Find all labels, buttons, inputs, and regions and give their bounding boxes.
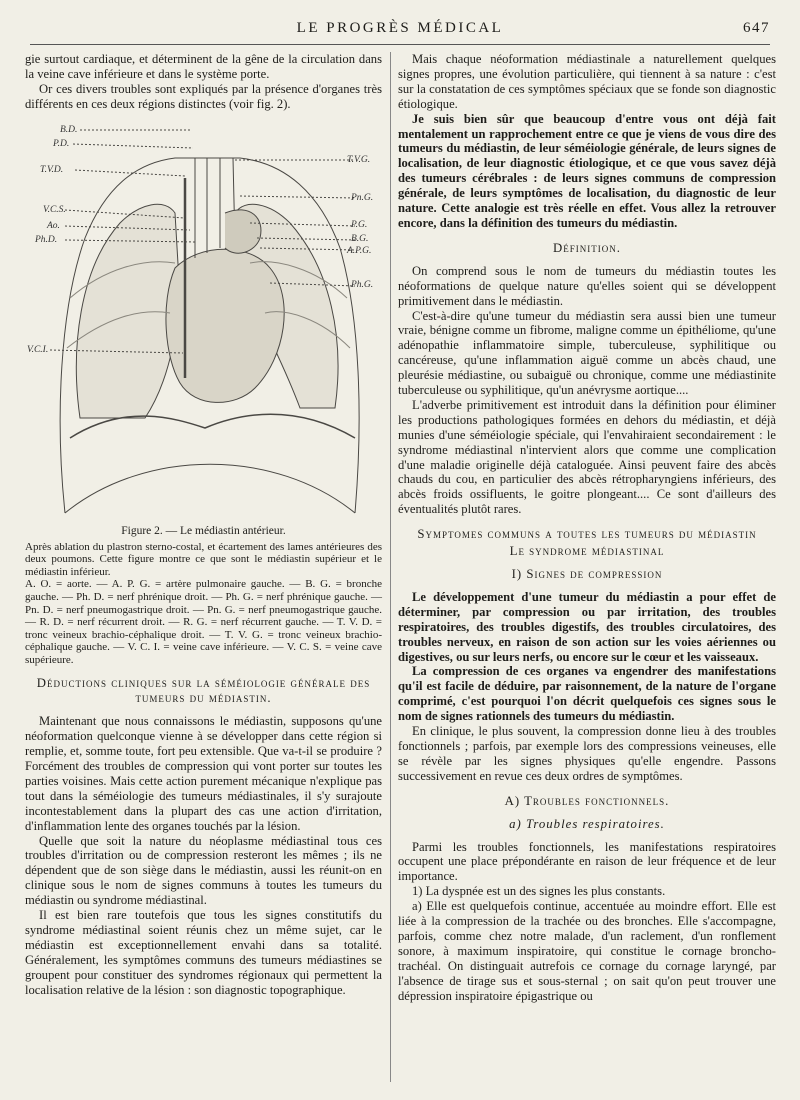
figure-label: P.G. bbox=[351, 219, 368, 230]
column-rule bbox=[390, 52, 391, 1082]
figure-caption: Figure 2. — Le médiastin antérieur. bbox=[121, 524, 286, 537]
figure-legend: A. O. = aorte. — A. P. G. = artère pulmonaire gauche. — B. G. = bronche gauche. — Ph. D. = nerf phrénique droit. — Ph. G. = nerf phrénique gauche. — Pn. D. = nerf pneumogastrique droit. — Pn. G. = nerf pneumogastrique gauche. — R. D. = nerf récurrent droit. — R. G. = nerf récurrent gauche. — T. V. D. = tronc veineux brachio-céphalique droit. — T. V. G. = tronc veineux brachio-céphalique gauche. — V. C. I. = veine cave inférieure. — V. C. S. = veine cave supérieure. bbox=[25, 578, 382, 666]
left-paragraph-4: Quelle que soit la nature du néoplasme médiastinal tous ces troubles d'irritation ou de compression resteront les mêmes ; ils ne dépendent que de son siège dans le médiastin, aussi les réunit-on en clinique sous le nom de signes communs à toutes les tumeurs du médiastin ou syndrome médiastinal. bbox=[25, 833, 382, 908]
right-column bbox=[398, 52, 776, 1003]
right-paragraph-8: En clinique, le plus souvent, la compression donne lieu à des troubles fonctionnels ; parfois, par exemple lors des compressions veineuses, elle se révèle par les signes physiques qu'elle engendre. Passons successivement en revue ces deux ordres de symptômes. bbox=[398, 724, 776, 783]
left-paragraph-3: Maintenant que nous connaissons le médiastin, supposons qu'une néoformation quelconque vienne à se développer dans cette région si remplie, et, somme toute, fort peu extensible. Que va-t-il se produire ? Forcément des troubles de compression qui vont porter sur toutes les parties voisines. Mais cette action purement mécanique n'explique pas tout dans la séméiologie des tumeurs médiastinales, il s'y surajoute incontestablement dans la plupart des cas une action d'irritation, d'inflammation lente des organes touchés par la lésion. bbox=[25, 714, 382, 833]
figure-label: P.D. bbox=[53, 138, 70, 149]
right-paragraph-1: Mais chaque néoformation médiastinale a naturellement quelques signes propres, une évolution particulière, qui tiennent à sa nature : c'est sur la constatation de ces symptômes spéciaux que se fonde son diagnostic étiologique. bbox=[398, 52, 776, 111]
right-paragraph-5: L'adverbe primitivement est introduit dans la définition pour éliminer les productions pathologiques formées en dehors du médiastin, et déjà munies d'une séméiologie spéciale, qui l'envahiraient secondairement : le syndrome médiastinal n'intervient alors que comme une complication d'une maladie originelle déjà cataloguée. Ainsi peuvent faire des abcès chauds du cou, en particulier des abcès rétropharyngiens inférieurs, des abcès froids ossifluents, le goitre plongeant.... Ce sont d'ailleurs des éventualités plutôt rares. bbox=[398, 397, 776, 517]
section-heading-compression: I) Signes de compression bbox=[511, 567, 663, 581]
figure-label: Pn.G. bbox=[351, 192, 374, 203]
right-paragraph-9: Parmi les troubles fonctionnels, les manifestations respiratoires occupent une place prépondérante en raison de leur fréquence et de leur importance. bbox=[398, 839, 776, 884]
journal-title: LE PROGRÈS MÉDICAL bbox=[296, 20, 504, 36]
section-heading-syndrome: Le syndrome médiastinal bbox=[509, 544, 665, 559]
section-heading-troubles-fonctionnels: A) Troubles fonctionnels. bbox=[504, 793, 670, 808]
figure-label: Ao. bbox=[47, 220, 60, 231]
right-paragraph-7: La compression de ces organes va engendrer des manifestations qu'il est facile de déduire, par raisonnement, de la nature de l'organe comprimé, c'est pourquoi l'on décrit quelquefois ces signes sous le nom de signes rationnels des tumeurs du médiastin. bbox=[398, 664, 776, 724]
figure-label: Ph.D. bbox=[35, 234, 58, 245]
left-column bbox=[25, 52, 382, 998]
figure-label: Ph.G. bbox=[351, 279, 374, 290]
running-header bbox=[30, 14, 770, 45]
figure-label: T.V.G. bbox=[347, 154, 371, 165]
figure-label: A.P.G. bbox=[347, 245, 372, 256]
figure-mediastin-anterieur bbox=[25, 118, 382, 520]
figure-caption-text: Après ablation du plastron sterno-costal, et écartement des lames antérieures des deux poumons. Cette figure montre ce que sont le médiastin supérieur et le médiastin inférieur. bbox=[25, 540, 382, 578]
figure-label: V.C.I. bbox=[27, 344, 49, 355]
figure-label: T.V.D. bbox=[40, 164, 64, 175]
left-paragraph-5: Il est bien rare toutefois que tous les signes constitutifs du syndrome médiastinal soient réunis chez un même sujet, car le médiastin est exceptionnellement envahi dans sa totalité. Généralement, les symptômes communs des tumeurs médiastines se groupent pour constituer des syndromes régionaux qui permettent la localisation relative de la lésion : son diagnostic topographique. bbox=[25, 908, 382, 997]
figure-label: V.C.S. bbox=[43, 204, 66, 215]
right-paragraph-11: a) Elle est quelquefois continue, accentuée au moindre effort. Elle est liée à la compression de la trachée ou des bronches. Elle s'accompagne, parfois, comme chez notre malade, d'un raclement, d'un ronflement sonore, à maximum inspiratoire, qui constitue le cornage broncho-trachéal. On distinguait autrefois ce cornage du cornage laryngé, par l'absence de tirage sus et sous-sternal ; on sait qu'on peut trouver une dépression inspiratoire épigastrique ou bbox=[398, 899, 776, 1003]
section-heading-deductions: Déductions cliniques sur la séméiologie générale des tumeurs du médiastin. bbox=[36, 676, 371, 706]
right-paragraph-10: 1) La dyspnée est un des signes les plus constants. bbox=[412, 884, 666, 899]
figure-label: B.D. bbox=[60, 124, 78, 135]
left-paragraph-2: Or ces divers troubles sont expliqués par la présence d'organes très différents en ces deux régions distinctes (voir fig. 2). bbox=[25, 81, 382, 111]
left-paragraph-1: gie surtout cardiaque, et déterminent de la gêne de la circulation dans la veine cave inférieure et dans le système porte. bbox=[25, 52, 382, 81]
right-paragraph-2: Je suis bien sûr que beaucoup d'entre vous ont déjà fait mentalement un rapprochement entre ce que je viens de vous dire des tumeurs du médiastin, de leur séméiologie générale, de leurs signes de localisation, de leur diagnostic étiologique, et ce que vous savez déjà des tumeurs cérébrales : de leurs signes communs de compression générale, de leurs symptômes de localisation, du diagnostic de leur nature. Cette analogie est très réelle en effet. Vous allez la retrouver encore, dans la définition des tumeurs du médiastin. bbox=[398, 111, 776, 230]
figure-label: B.G. bbox=[351, 233, 369, 244]
section-heading-definition: Définition. bbox=[553, 240, 621, 255]
right-paragraph-4: C'est-à-dire qu'une tumeur du médiastin sera aussi bien une tumeur vraie, bénigne comme un fibrome, maligne comme un épithéliome, qu'une adénopathie inflammatoire simple, tuberculeuse, syphilitique ou cancéreuse, qu'une inflammation aiguë comme un abcès chaud, une pleurésie médiastine, ou subaiguë ou chronique, comme une médiastinite tuberculeuse ou syphilitique, qu'un anévrysme aortique.... bbox=[398, 308, 776, 398]
page-number: 647 bbox=[743, 20, 770, 36]
section-heading-symptomes: Symptomes communs a toutes les tumeurs du médiastin bbox=[417, 527, 757, 542]
right-paragraph-6: Le développement d'une tumeur du médiastin a pour effet de déterminer, par compression ou par irritation, des troubles respiratoires, des troubles digestifs, des troubles circulatoires, des troubles nerveux, en raison de son action sur les voies aériennes ou digestives, ou sur leurs nerfs, ou encore sur le cœur et les vaisseaux. bbox=[398, 589, 776, 664]
anatomical-illustration bbox=[25, 118, 382, 520]
right-paragraph-3: On comprend sous le nom de tumeurs du médiastin toutes les néoformations de quelque nature qu'elles soient qui se développent primitivement dans le médiastin. bbox=[398, 263, 776, 308]
section-heading-troubles-respiratoires: a) Troubles respiratoires. bbox=[509, 816, 665, 831]
